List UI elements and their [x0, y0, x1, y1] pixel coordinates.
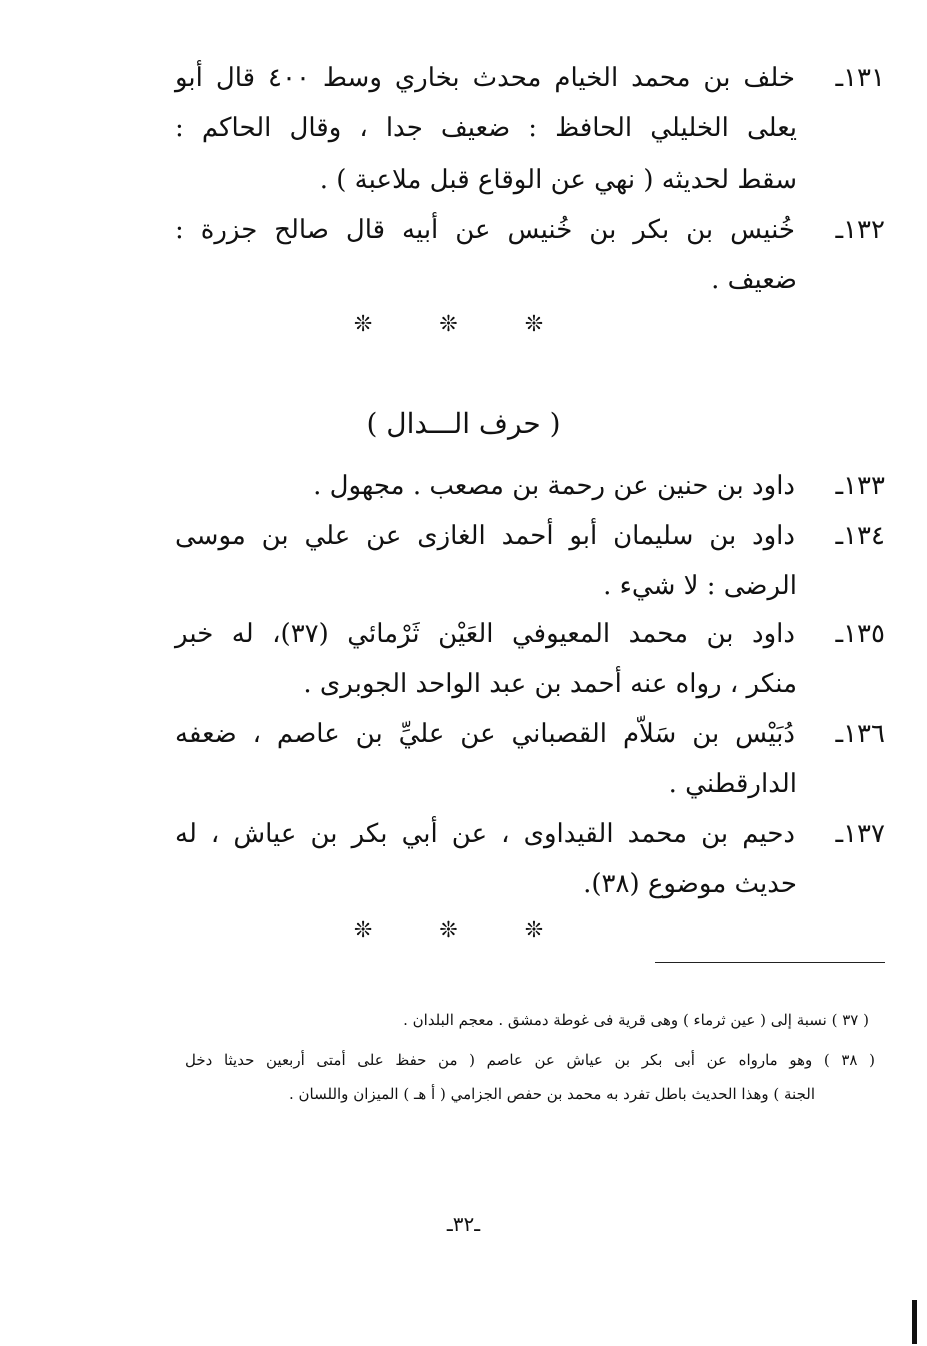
entry-line: ١٣٧ـدحيم بن محمد القيداوى ، عن أبي بكر بن عياش ، له [175, 814, 885, 854]
entry-number: ١٣٥ـ [835, 619, 885, 649]
entry-line: سقط لحديثه ( نهي عن الوقاع قبل ملاعبة ) . [319, 165, 797, 195]
entry-line: ١٣١ـخلف بن محمد الخيام محدث بخاري وسط ٤٠٠ قال أبو [175, 58, 885, 98]
footnote-rule [655, 962, 885, 963]
entry-number: ١٣٦ـ [835, 719, 885, 749]
section-heading: ( حرف الـــدال ) [366, 407, 561, 440]
entry-number: ١٣٧ـ [835, 819, 885, 849]
entry-number: ١٣١ـ [835, 63, 885, 93]
entry-line: ١٣٥ـداود بن محمد المعيوفي العَيْن ثَرْمائي (٣٧)، له خبر [175, 614, 885, 654]
scan-edge-mark [912, 1300, 917, 1344]
entry-line: ضعيف . [711, 265, 797, 295]
separator-stars: ❊ ❊ ❊ [353, 312, 574, 337]
entry-line: ١٣٢ـخُنيس بن بكر بن خُنيس عن أبيه قال صالح جزرة : [175, 210, 885, 250]
entry-line: ١٣٦ـدُبَيْس بن سَلاّم القصباني عن عليِّ بن عاصم ، ضعفه [175, 714, 885, 754]
separator-stars: ❊ ❊ ❊ [353, 918, 574, 943]
entry-line: ١٣٣ـداود بن حنين عن رحمة بن مصعب . مجهول . [313, 466, 885, 506]
entry-line: يعلى الخليلي الحافظ : ضعيف جدا ، وقال الحاكم : [175, 113, 797, 143]
footnote-38: ( ٣٨ ) وهو مارواه عن أبى بكر بن عياش عن عاصم ( من حفظ على أمتى أربعين حديثا دخل [185, 1051, 875, 1069]
footnote-37: ( ٣٧ ) نسبة إلى ( عين ثرماء ) وهى قرية فى غوطة دمشق . معجم البلدان . [403, 1011, 869, 1029]
entry-line: حديث موضوع (٣٨). [583, 869, 797, 899]
entry-line: الدارقطني . [668, 769, 797, 799]
entry-line: منكر ، رواه عنه أحمد بن عبد الواحد الجوبرى . [303, 669, 797, 699]
entry-line: ١٣٤ـداود بن سليمان أبو أحمد الغازى عن علي بن موسى [175, 516, 885, 556]
page-number: ـ٣٢ـ [446, 1212, 481, 1236]
entry-number: ١٣٤ـ [835, 521, 885, 551]
entry-number: ١٣٣ـ [835, 471, 885, 501]
entry-number: ١٣٢ـ [835, 215, 885, 245]
footnote-38-continued: الجنة ) وهذا الحديث باطل تفرد به محمد بن حفص الجزامي ( أ هـ ) الميزان واللسان . [288, 1085, 815, 1103]
entry-line: الرضى : لا شيء . [603, 571, 797, 601]
